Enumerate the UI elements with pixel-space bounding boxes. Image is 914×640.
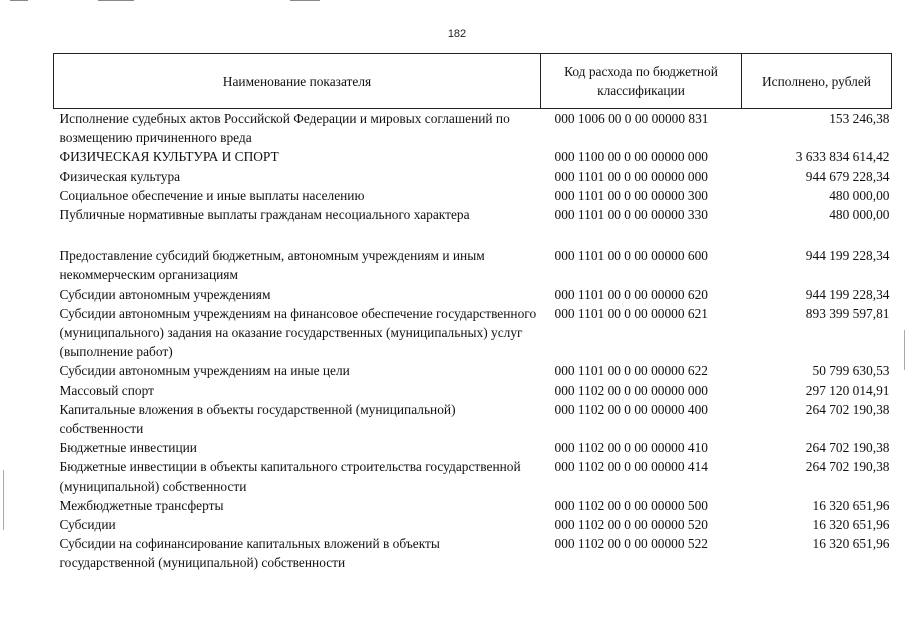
row-code: 000 1102 00 0 00 00000 000 <box>554 382 708 398</box>
row-code: 000 1101 00 0 00 00000 622 <box>554 363 708 379</box>
row-name: Межбюджетные трансферты <box>59 497 224 513</box>
table-row <box>54 400 892 438</box>
row-name: Капитальные вложения в объекты государственной (муниципальной) собственности <box>59 401 456 437</box>
row-name: Субсидии автономным учреждениям на финансовое обеспечение государственного (муниципального) задания на оказание государственных (муниципальных) услуг (выполнение работ) <box>59 305 537 360</box>
row-code: 000 1101 00 0 00 00000 621 <box>554 305 708 321</box>
row-name: Исполнение судебных актов Российской Федерации и мировых соглашений по возмещению причиненного вреда <box>59 111 510 146</box>
table-row <box>54 167 892 186</box>
row-code: 000 1101 00 0 00 00000 000 <box>554 168 708 184</box>
row-amount: 944 679 228,34 <box>805 168 890 184</box>
row-name: Массовый спорт <box>59 382 154 398</box>
table-row <box>54 186 892 205</box>
row-amount: 3 633 834 614,42 <box>795 149 890 165</box>
scan-edge-mark <box>98 0 134 1</box>
table-row <box>54 457 892 495</box>
row-name: Субсидии автономным учреждениям <box>59 286 271 302</box>
row-name: Публичные нормативные выплаты гражданам несоциального характера <box>59 207 470 223</box>
row-code: 000 1100 00 0 00 00000 000 <box>554 149 708 165</box>
scan-edge-mark <box>10 0 28 1</box>
row-code: 000 1006 00 0 00 00000 831 <box>554 111 709 126</box>
table-row <box>54 147 892 166</box>
row-amount: 16 320 651,96 <box>812 536 890 552</box>
row-name: Субсидии <box>59 517 116 533</box>
row-code: 000 1102 00 0 00 00000 410 <box>554 440 708 456</box>
table-row <box>54 304 892 362</box>
row-code: 000 1101 00 0 00 00000 330 <box>554 207 708 223</box>
row-amount: 50 799 630,53 <box>812 363 890 379</box>
row-amount: 16 320 651,96 <box>812 497 890 513</box>
header-budget-code: Код расхода по бюджетной классификации <box>541 54 742 109</box>
row-amount: 944 199 228,34 <box>805 248 890 264</box>
row-code: 000 1102 00 0 00 00000 400 <box>554 401 708 417</box>
row-amount: 16 320 651,96 <box>812 517 890 533</box>
row-spacer <box>54 224 892 246</box>
expenditure-table <box>53 53 892 573</box>
scan-edge-mark <box>290 0 320 1</box>
row-amount: 480 000,00 <box>829 207 890 223</box>
row-name: Социальное обеспечение и иные выплаты населению <box>59 187 365 203</box>
table-row <box>54 109 892 148</box>
row-code: 000 1101 00 0 00 00000 600 <box>554 248 708 264</box>
table-row <box>54 246 892 284</box>
row-amount: 264 702 190,38 <box>805 401 890 417</box>
row-name: Субсидии на софинансирование капитальных вложений в объекты государственной (муниципальной) собственности <box>59 536 440 571</box>
row-amount: 297 120 014,91 <box>805 382 890 398</box>
row-name: ФИЗИЧЕСКАЯ КУЛЬТУРА И СПОРТ <box>59 149 279 165</box>
row-name: Физическая культура <box>59 168 181 184</box>
row-code: 000 1102 00 0 00 00000 520 <box>554 517 708 533</box>
table-row <box>54 496 892 515</box>
table-row <box>54 534 892 572</box>
scan-edge-mark <box>3 470 4 530</box>
scan-edge-mark <box>904 330 905 370</box>
row-name: Субсидии автономным учреждениям на иные цели <box>59 363 350 379</box>
row-code: 000 1101 00 0 00 00000 300 <box>554 187 708 203</box>
table-row <box>54 381 892 400</box>
header-executed-amount: Исполнено, рублей <box>742 54 892 109</box>
row-amount: 480 000,00 <box>829 187 890 203</box>
row-name: Бюджетные инвестиции в объекты капитального строительства государственной (муниципальной) собственности <box>59 459 521 494</box>
row-amount: 153 246,38 <box>829 111 890 126</box>
row-code: 000 1102 00 0 00 00000 414 <box>554 459 708 475</box>
table-row <box>54 515 892 534</box>
row-code: 000 1102 00 0 00 00000 522 <box>554 536 708 552</box>
row-name: Бюджетные инвестиции <box>59 440 197 456</box>
row-amount: 893 399 597,81 <box>805 305 890 321</box>
table-row <box>54 205 892 224</box>
row-amount: 264 702 190,38 <box>805 459 890 475</box>
table-row <box>54 438 892 457</box>
row-code: 000 1101 00 0 00 00000 620 <box>554 286 708 302</box>
row-amount: 264 702 190,38 <box>805 440 890 456</box>
table-row <box>54 361 892 380</box>
page-number: 182 <box>447 28 467 40</box>
row-name: Предоставление субсидий бюджетным, автономным учреждениям и иным некоммерческим организациям <box>59 248 485 283</box>
row-amount: 944 199 228,34 <box>805 286 890 302</box>
header-indicator-name: Наименование показателя <box>54 54 541 109</box>
row-code: 000 1102 00 0 00 00000 500 <box>554 497 708 513</box>
table-row <box>54 285 892 304</box>
table-header <box>54 54 892 109</box>
